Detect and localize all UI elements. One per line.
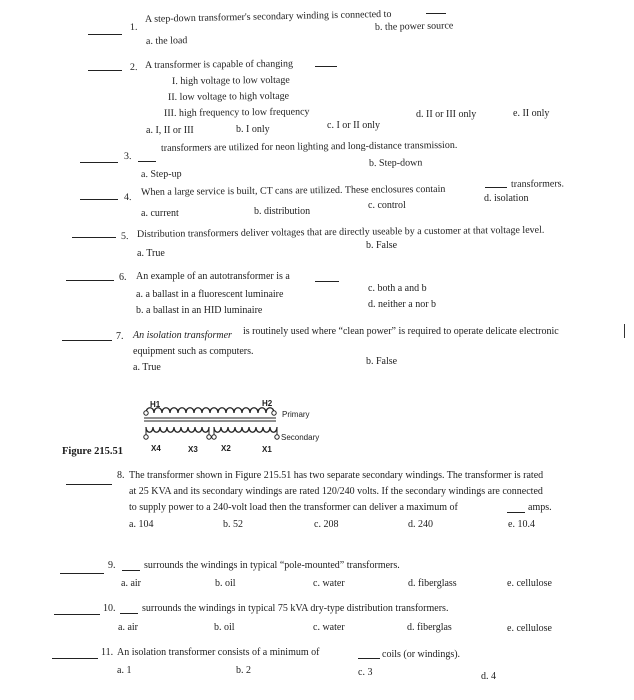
option-a: a. air (118, 622, 138, 633)
statement-ii: II. low voltage to high voltage (167, 90, 290, 103)
option-a: a. True (133, 362, 161, 373)
question-number: 7. (116, 331, 124, 342)
label-secondary: Secondary (281, 433, 320, 442)
option-a: a. True (137, 248, 165, 259)
option-d: d. isolation (484, 193, 529, 204)
option-b: b. Step-down (368, 157, 423, 169)
option-d: d. fiberglass (408, 578, 457, 589)
label-x1: X1 (262, 445, 272, 454)
inline-blank[interactable] (358, 658, 380, 659)
question-number: 2. (129, 61, 138, 73)
option-a: a. air (121, 578, 141, 589)
question-text: When a large service is built, CT cans are utilized. These enclosures contain (140, 183, 446, 198)
inline-blank[interactable] (138, 161, 156, 162)
answer-blank[interactable] (88, 34, 122, 35)
figure-caption: Figure 215.51 (62, 446, 124, 457)
option-d: d. 240 (408, 519, 433, 530)
option-a: a. current (141, 208, 179, 219)
question-text: A transformer is capable of changing (144, 58, 294, 71)
margin-mark (624, 324, 625, 338)
option-c: c. both a and b (368, 283, 427, 294)
option-b: b. oil (214, 622, 235, 633)
option-c: c. water (313, 578, 345, 589)
inline-blank[interactable] (315, 281, 339, 282)
option-c: c. 208 (314, 519, 339, 530)
label-h1: H1 (150, 400, 161, 409)
option-d: d. 4 (481, 671, 496, 682)
question-number: 8. (117, 470, 125, 481)
option-c: c. control (368, 200, 406, 211)
option-b: b. the power source (374, 20, 454, 33)
label-h2: H2 (262, 399, 273, 408)
answer-blank[interactable] (80, 199, 118, 200)
secondary-winding-2 (214, 427, 277, 432)
option-c: c. 3 (358, 667, 373, 678)
question-text-end: coils (or windings). (382, 649, 461, 660)
terminal-x2 (212, 435, 216, 439)
statement-iii: III. high frequency to low frequency (163, 106, 310, 119)
question-number: 9. (108, 560, 116, 571)
option-a: a. 104 (129, 519, 154, 530)
question-text-line2: equipment such as computers. (133, 346, 254, 357)
answer-blank[interactable] (88, 70, 122, 71)
question-number: 5. (120, 230, 129, 242)
label-x2: X2 (221, 444, 231, 453)
question-line-3-end: amps. (528, 502, 552, 513)
question-number: 3. (123, 150, 132, 162)
question-text: An isolation transformer consists of a minimum of (117, 647, 320, 658)
terminal-x3 (207, 435, 211, 439)
question-text: surrounds the windings in typical “pole-mounted” transformers. (144, 560, 400, 571)
option-c: c. water (313, 622, 345, 633)
option-d: d. neither a nor b (368, 299, 437, 310)
option-e: e. cellulose (507, 623, 552, 634)
option-b: b. I only (236, 124, 270, 135)
label-primary: Primary (282, 410, 310, 419)
question-text: transformers are utilized for neon lighting and long-distance transmission. (160, 139, 458, 154)
answer-blank[interactable] (66, 280, 114, 281)
question-number: 4. (123, 191, 132, 203)
answer-blank[interactable] (72, 237, 116, 238)
option-e: e. cellulose (507, 578, 552, 589)
question-line-1: The transformer shown in Figure 215.51 has two separate secondary windings. The transformer is rated (129, 470, 544, 481)
inline-blank[interactable] (426, 13, 446, 14)
inline-blank[interactable] (485, 187, 507, 188)
option-b: b. oil (215, 578, 236, 589)
option-b: b. distribution (254, 206, 311, 217)
secondary-winding-1 (146, 427, 209, 432)
inline-blank[interactable] (122, 570, 140, 571)
terminal-h1 (144, 411, 148, 415)
option-e: e. II only (513, 108, 550, 119)
question-text-italic: An isolation transformer (133, 330, 232, 341)
answer-blank[interactable] (62, 340, 112, 341)
terminal-x4 (144, 435, 148, 439)
label-x3: X3 (188, 445, 198, 454)
option-b: b. 52 (223, 519, 243, 530)
transformer-diagram (140, 393, 340, 453)
option-a: a. I, II or III (146, 125, 194, 136)
option-a: a. 1 (117, 665, 132, 676)
question-line-2: at 25 KVA and its secondary windings are rated 120/240 volts. If the secondary windings are connected (129, 486, 543, 497)
question-text: is routinely used where “clean power” is required to operate delicate electronic (243, 326, 559, 337)
terminal-h2 (272, 411, 276, 415)
terminal-x1 (275, 435, 279, 439)
inline-blank[interactable] (507, 512, 525, 513)
answer-blank[interactable] (66, 484, 112, 485)
question-text: An example of an autotransformer is a (136, 271, 290, 282)
question-line-3: to supply power to a 240-volt load then the transformer can deliver a maximum of (129, 502, 458, 513)
option-c: c. I or II only (327, 120, 381, 131)
question-text: surrounds the windings in typical 75 kVA dry-type distribution transformers. (142, 603, 449, 614)
answer-blank[interactable] (60, 573, 104, 574)
answer-blank[interactable] (80, 162, 118, 163)
answer-blank[interactable] (54, 614, 100, 615)
question-number: 11. (101, 647, 114, 658)
primary-winding (146, 408, 274, 413)
label-x4: X4 (151, 444, 161, 453)
answer-blank[interactable] (52, 658, 98, 659)
question-number: 10. (103, 603, 116, 614)
option-a: a. Step-up (140, 168, 182, 180)
inline-blank[interactable] (120, 613, 138, 614)
question-number: 1. (129, 21, 138, 33)
option-d: d. fiberglas (407, 622, 452, 633)
option-a: a. a ballast in a fluorescent luminaire (136, 289, 284, 300)
inline-blank[interactable] (315, 66, 337, 67)
question-text: Distribution transformers deliver voltages that are directly useable by a customer at that voltage level. (136, 224, 545, 240)
option-b: b. False (366, 356, 398, 367)
option-b: b. False (366, 240, 398, 251)
question-text-end: transformers. (510, 178, 565, 190)
question-text: A step-down transformer's secondary winding is connected to (144, 8, 392, 25)
statement-i: I. high voltage to low voltage (171, 74, 290, 87)
option-e: e. 10.4 (508, 519, 535, 530)
question-number: 6. (119, 272, 127, 283)
option-b: b. 2 (236, 665, 251, 676)
option-a: a. the load (145, 35, 188, 47)
option-d: d. II or III only (416, 109, 477, 120)
option-b: b. a ballast in an HID luminaire (136, 305, 263, 316)
